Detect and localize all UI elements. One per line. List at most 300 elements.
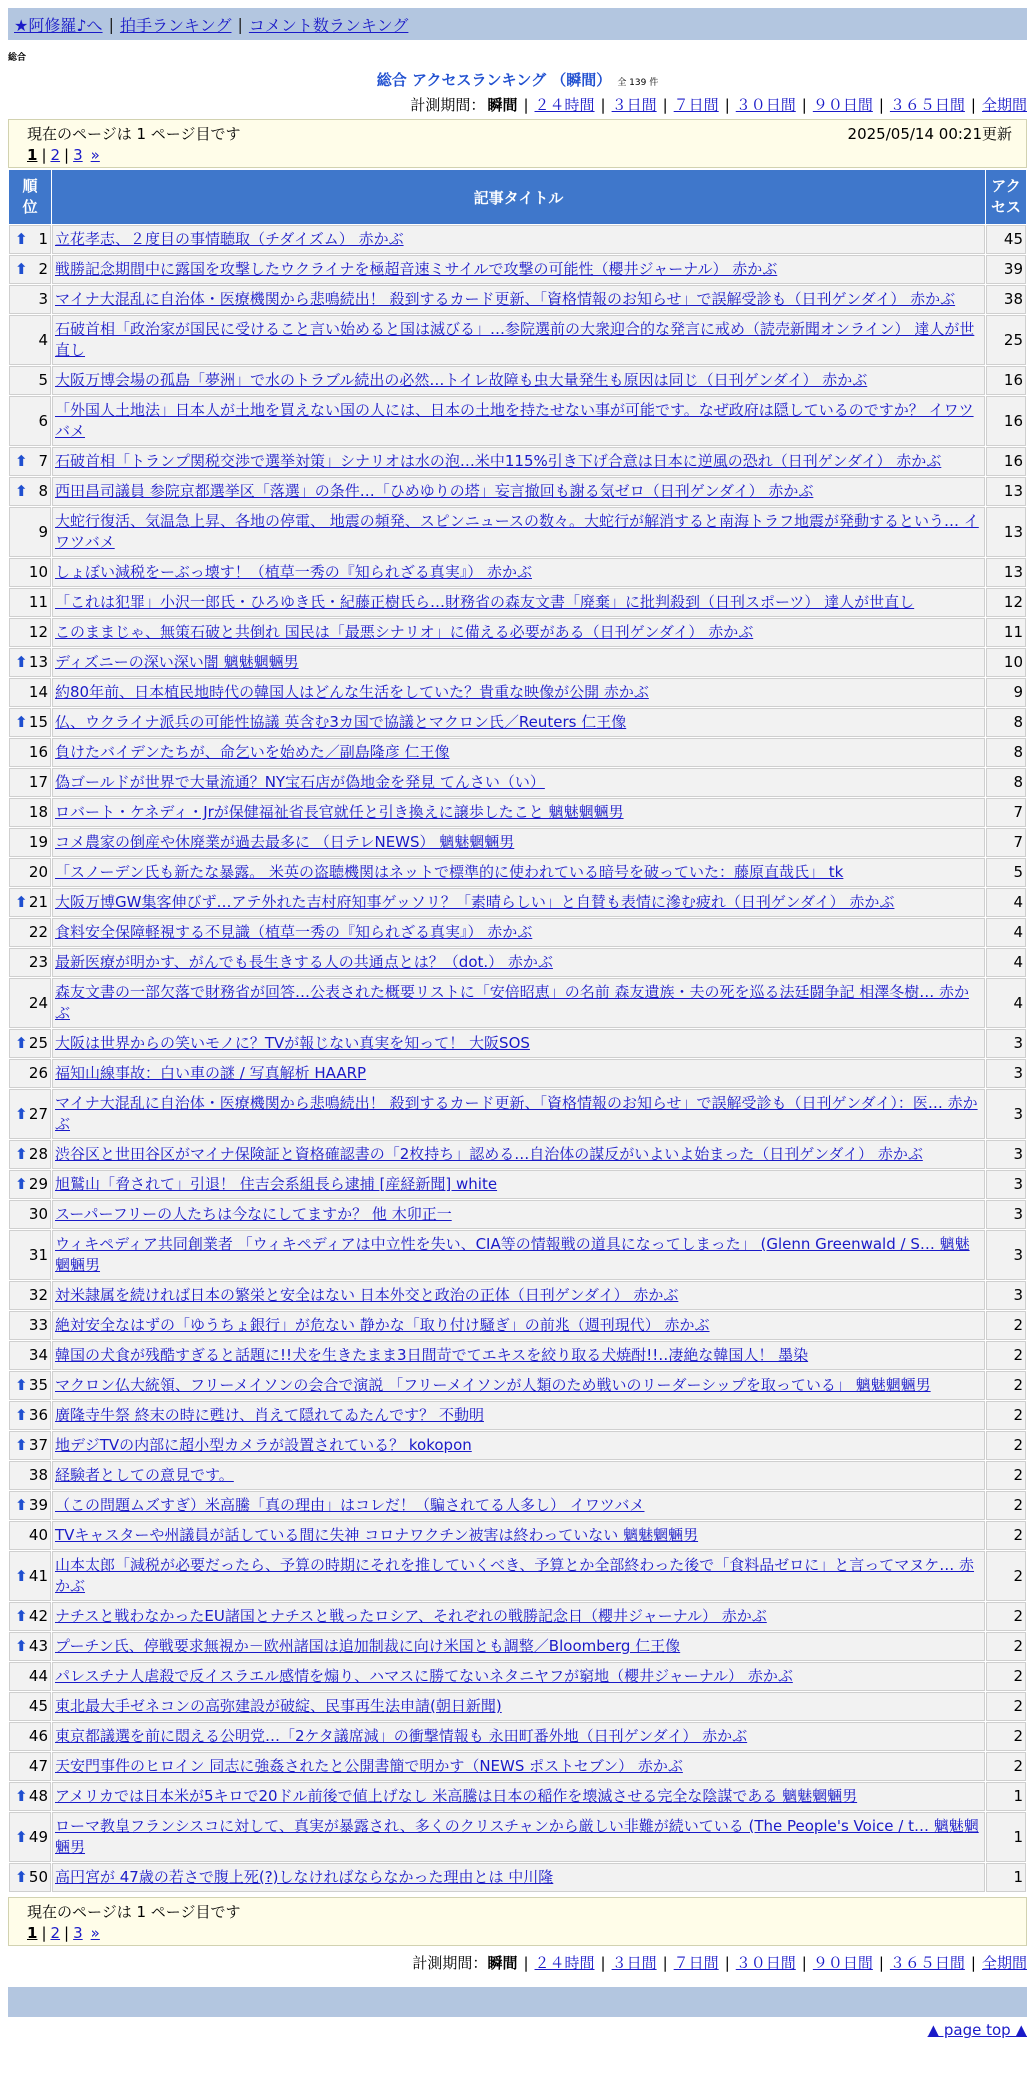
table-row bbox=[9, 1782, 1026, 1811]
article-title-link[interactable]: ロバート・ケネディ・Jrが保健福祉省長官就任と引き換えに譲歩したこと 魑魅魍魎男 bbox=[55, 803, 624, 821]
table-row bbox=[9, 1371, 1026, 1400]
period-option-link[interactable]: ３日間 bbox=[611, 96, 657, 114]
rank-number: 17 bbox=[28, 773, 48, 791]
table-row bbox=[9, 1059, 1026, 1088]
rank-cell bbox=[9, 1722, 51, 1751]
title-cell bbox=[52, 507, 985, 557]
col-title-header: 記事タイトル bbox=[52, 170, 985, 224]
period-separator: | bbox=[878, 1954, 884, 1972]
table-row bbox=[9, 477, 1026, 506]
rank-up-arrow-icon: ⬆ bbox=[15, 452, 28, 470]
period-option-link[interactable]: 全期間 bbox=[981, 96, 1027, 114]
table-row bbox=[9, 1752, 1026, 1781]
table-row bbox=[9, 978, 1026, 1028]
page-links bbox=[27, 146, 1012, 164]
table-row bbox=[9, 798, 1026, 827]
rank-cell bbox=[9, 768, 51, 797]
period-option-link[interactable]: ３６５日間 bbox=[889, 1954, 965, 1972]
article-title-link[interactable]: コメ農家の倒産や休廃業が過去最多に （日テレNEWS） 魑魅魍魎男 bbox=[55, 833, 515, 851]
rank-number: 40 bbox=[28, 1526, 48, 1544]
rank-up-arrow-icon: ⬆ bbox=[15, 1145, 28, 1163]
rank-cell bbox=[9, 447, 51, 476]
title-cell bbox=[52, 225, 985, 254]
title-cell bbox=[52, 1311, 985, 1340]
access-count: 45 bbox=[986, 225, 1026, 254]
article-title-link[interactable]: スーパーフリーの人たちは今なにしてますか？ 他 木卯正一 bbox=[55, 1205, 452, 1223]
article-title-link[interactable]: 偽ゴールドが世界で大量流通？NY宝石店が偽地金を発見 てんさい（い） bbox=[55, 773, 545, 791]
rank-cell bbox=[9, 1089, 51, 1139]
period-option-link[interactable]: ３６５日間 bbox=[889, 96, 965, 114]
article-title-link[interactable]: 天安門事件のヒロイン 同志に強姦されたと公開書簡で明かす（NEWS ポストセブン） 赤かぶ bbox=[55, 1757, 683, 1775]
access-count: 2 bbox=[986, 1491, 1026, 1520]
access-count: 2 bbox=[986, 1371, 1026, 1400]
rank-number: 13 bbox=[28, 653, 48, 671]
rank-up-arrow-icon: ⬆ bbox=[15, 1496, 28, 1514]
access-count: 2 bbox=[986, 1311, 1026, 1340]
title-cell bbox=[52, 798, 985, 827]
rank-cell bbox=[9, 1521, 51, 1550]
access-count: 3 bbox=[986, 1281, 1026, 1310]
comment-ranking-link[interactable]: コメント数ランキング bbox=[248, 15, 409, 35]
col-access-header bbox=[986, 170, 1026, 224]
period-separator: | bbox=[600, 1954, 606, 1972]
next-page-link[interactable]: » bbox=[90, 146, 100, 164]
title-cell bbox=[52, 1200, 985, 1229]
rank-cell bbox=[9, 708, 51, 737]
article-title-link[interactable]: 「これは犯罪」小沢一郎氏・ひろゆき氏・紀藤正樹氏ら…財務省の森友文書「廃棄」に批判殺到（日刊スポーツ） 達人が世直し bbox=[55, 593, 915, 611]
rank-cell bbox=[9, 1662, 51, 1691]
rank-up-arrow-icon: ⬆ bbox=[15, 1034, 28, 1052]
period-option-link[interactable]: ３日間 bbox=[611, 1954, 657, 1972]
rank-up-arrow-icon: ⬆ bbox=[15, 713, 28, 731]
rank-number: 10 bbox=[28, 563, 48, 581]
period-separator: | bbox=[970, 1954, 976, 1972]
article-title-link[interactable]: 戦勝記念期間中に露国を攻撃したウクライナを極超音速ミサイルで攻撃の可能性（櫻井ジャーナル） 赤かぶ bbox=[55, 260, 778, 278]
access-count: 13 bbox=[986, 477, 1026, 506]
rank-cell bbox=[9, 1812, 51, 1862]
rank-number: 18 bbox=[28, 803, 48, 821]
table-row bbox=[9, 1491, 1026, 1520]
access-count: 16 bbox=[986, 447, 1026, 476]
title-cell bbox=[52, 948, 985, 977]
article-title-link[interactable]: 東京都議選を前に悶える公明党…「2ケタ議席減」の衝撃情報も 永田町番外地（日刊ゲンダイ） 赤かぶ bbox=[55, 1727, 748, 1745]
title-cell bbox=[52, 1230, 985, 1280]
title-cell bbox=[52, 1722, 985, 1751]
period-separator: | bbox=[523, 96, 529, 114]
title-cell bbox=[52, 708, 985, 737]
article-title-link[interactable]: 地デジTVの内部に超小型カメラが設置されている？ kokopon bbox=[55, 1436, 472, 1454]
title-cell bbox=[52, 1140, 985, 1169]
rank-number: 34 bbox=[28, 1346, 48, 1364]
title-cell bbox=[52, 1551, 985, 1601]
rank-number: 7 bbox=[38, 452, 48, 470]
rank-number: 37 bbox=[28, 1436, 48, 1454]
rank-cell bbox=[9, 1140, 51, 1169]
nav-separator: | bbox=[237, 14, 243, 34]
article-title-link[interactable]: ウィキペディア共同創業者 「ウィキペディアは中立性を失い、CIA等の情報戦の道具になってしまった」 (Glenn Greenwald / S… 魑魅魍魎男 bbox=[55, 1235, 970, 1274]
access-count: 3 bbox=[986, 1059, 1026, 1088]
access-count: 4 bbox=[986, 948, 1026, 977]
page-top-link[interactable]: ▲ page top ▲ bbox=[927, 2021, 1027, 2039]
title-cell bbox=[52, 1341, 985, 1370]
table-row bbox=[9, 1662, 1026, 1691]
article-title-link[interactable]: マイナ大混乱に自治体・医療機関から悲鳴続出！ 殺到するカード更新、「資格情報のお知らせ」で誤解受診も（日刊ゲンダイ）：医… 赤かぶ bbox=[55, 1094, 978, 1133]
article-title-link[interactable]: マイナ大混乱に自治体・医療機関から悲鳴続出！ 殺到するカード更新、「資格情報のお知らせ」で誤解受診も（日刊ゲンダイ） 赤かぶ bbox=[55, 290, 956, 308]
title-cell bbox=[52, 1281, 985, 1310]
rank-cell bbox=[9, 1029, 51, 1058]
rank-up-arrow-icon: ⬆ bbox=[15, 1406, 28, 1424]
access-count: 2 bbox=[986, 1662, 1026, 1691]
table-row bbox=[9, 708, 1026, 737]
article-title-link[interactable]: マクロン仏大統領、フリーメイソンの会合で演説 「フリーメイソンが人類のため戦いのリーダーシップを取っている」 魑魅魍魎男 bbox=[55, 1376, 931, 1394]
access-count: 1 bbox=[986, 1812, 1026, 1862]
rank-cell bbox=[9, 1632, 51, 1661]
rank-number: 8 bbox=[38, 482, 48, 500]
table-row bbox=[9, 1311, 1026, 1340]
title-cell bbox=[52, 477, 985, 506]
access-count: 2 bbox=[986, 1752, 1026, 1781]
rank-number: 44 bbox=[28, 1667, 48, 1685]
access-count: 9 bbox=[986, 678, 1026, 707]
rank-cell bbox=[9, 1431, 51, 1460]
title-cell bbox=[52, 678, 985, 707]
table-row bbox=[9, 255, 1026, 284]
table-row bbox=[9, 948, 1026, 977]
table-row bbox=[9, 678, 1026, 707]
period-separator: | bbox=[662, 1954, 668, 1972]
article-title-link[interactable]: 立花孝志、２度目の事情聴取（チダイズム） 赤かぶ bbox=[55, 230, 404, 248]
access-count: 2 bbox=[986, 1602, 1026, 1631]
access-count: 2 bbox=[986, 1692, 1026, 1721]
article-title-link[interactable]: 旭鷲山「脅されて」引退！ 住吉会系組長ら逮捕 [産経新聞] white bbox=[55, 1175, 498, 1193]
rank-cell bbox=[9, 828, 51, 857]
title-cell bbox=[52, 828, 985, 857]
access-count: 5 bbox=[986, 858, 1026, 887]
table-row bbox=[9, 768, 1026, 797]
rank-cell bbox=[9, 1341, 51, 1370]
table-row bbox=[9, 507, 1026, 557]
rank-cell bbox=[9, 858, 51, 887]
period-separator: | bbox=[970, 96, 976, 114]
rank-cell bbox=[9, 1491, 51, 1520]
access-count: 2 bbox=[986, 1722, 1026, 1751]
table-row bbox=[9, 1461, 1026, 1490]
rank-number: 16 bbox=[28, 743, 48, 761]
table-row bbox=[9, 738, 1026, 767]
rank-up-arrow-icon: ⬆ bbox=[15, 1175, 28, 1193]
article-title-link[interactable]: 石破首相「政治家が国民に受けること言い始めると国は滅びる」…参院選前の大衆迎合的な発言に戒め（読売新聞オンライン） 達人が世直し bbox=[55, 320, 975, 359]
period-option-link[interactable]: ９０日間 bbox=[812, 1954, 873, 1972]
title-cell bbox=[52, 1089, 985, 1139]
article-title-link[interactable]: 最新医療が明かす、がんでも長生きする人の共通点とは？（dot.） 赤かぶ bbox=[55, 953, 553, 971]
table-row bbox=[9, 918, 1026, 947]
article-title-link[interactable]: 絶対安全なはずの「ゆうちょ銀行」が危ない 静かな「取り付け騒ぎ」の前兆（週刊現代） 赤かぶ bbox=[55, 1316, 710, 1334]
title-cell bbox=[52, 1491, 985, 1520]
access-count: 4 bbox=[986, 918, 1026, 947]
page-link[interactable]: 2 bbox=[50, 1924, 61, 1942]
rank-number: 15 bbox=[28, 713, 48, 731]
table-row bbox=[9, 588, 1026, 617]
rank-number: 43 bbox=[28, 1637, 48, 1655]
rank-number: 24 bbox=[28, 993, 48, 1012]
table-row bbox=[9, 315, 1026, 365]
article-title-link[interactable]: 「外国人土地法」日本人が土地を買えない国の人には、日本の土地を持たせない事が可能です。なぜ政府は隠しているのですか？ イワツバメ bbox=[55, 401, 974, 440]
table-row bbox=[9, 1632, 1026, 1661]
article-title-link[interactable]: 廣隆寺牛祭 終末の時に甦け、肖えて隠れてゐたんです？ 不動明 bbox=[55, 1406, 484, 1424]
article-title-link[interactable]: 韓国の犬食が残酷すぎると話題に!!犬を生きたまま3日間苛でてエキスを絞り取る犬焼酎!!‥凄絶な韓国人！ 墨染 bbox=[55, 1346, 809, 1364]
period-option-link[interactable]: ３０日間 bbox=[735, 1954, 796, 1972]
updated-time: 2025/05/14 00:21更新 bbox=[847, 125, 1012, 143]
access-count: 2 bbox=[986, 1521, 1026, 1550]
table-row bbox=[9, 888, 1026, 917]
article-title-link[interactable]: 「スノーデン氏も新たな暴露。 米英の盗聴機関はネットで標準的に使われている暗号を破っていた：藤原直哉氏」 tk bbox=[55, 863, 844, 881]
article-title-link[interactable]: 食料安全保障軽視する不見識（植草一秀の『知られざる真実』） 赤かぶ bbox=[55, 923, 533, 941]
rank-up-arrow-icon: ⬆ bbox=[15, 1827, 28, 1846]
title-cell bbox=[52, 1602, 985, 1631]
rank-number: 46 bbox=[28, 1727, 48, 1745]
table-row bbox=[9, 858, 1026, 887]
article-title-link[interactable]: ディズニーの深い深い闇 魑魅魍魎男 bbox=[55, 653, 299, 671]
title-cell bbox=[52, 648, 985, 677]
access-count: 3 bbox=[986, 1230, 1026, 1280]
item-count: 全 139 件 bbox=[617, 78, 659, 88]
col-access-text: アクセス bbox=[990, 177, 1021, 216]
access-count: 2 bbox=[986, 1431, 1026, 1460]
rank-up-arrow-icon: ⬆ bbox=[15, 1376, 28, 1394]
rank-number: 32 bbox=[28, 1286, 48, 1304]
title-cell bbox=[52, 858, 985, 887]
article-title-link[interactable]: 大蛇行復活、気温急上昇、各地の停電、 地震の頻発、スピンニュースの数々。大蛇行が解消すると南海トラフ地震が発動するという… イワツバメ bbox=[55, 512, 979, 551]
article-title-link[interactable]: しょぼい減税をーぶっ壊す！（植草一秀の『知られざる真実』） 赤かぶ bbox=[55, 563, 532, 581]
access-count: 7 bbox=[986, 828, 1026, 857]
article-title-link[interactable]: 経験者としての意見です。 bbox=[55, 1466, 234, 1484]
table-row bbox=[9, 1812, 1026, 1862]
rank-cell bbox=[9, 588, 51, 617]
rank-number: 35 bbox=[28, 1376, 48, 1394]
period-option-link[interactable]: ９０日間 bbox=[812, 96, 873, 114]
table-row bbox=[9, 648, 1026, 677]
period-option-link[interactable]: ７日間 bbox=[673, 1954, 719, 1972]
article-title-link[interactable]: アメリカでは日本米が5キロで20ドル前後で値上げなし 米高騰は日本の稲作を壊滅させる完全な陰謀である 魑魅魍魎男 bbox=[55, 1787, 858, 1805]
article-title-link[interactable]: 森友文書の一部欠落で財務省が回答…公表された概要リストに「安倍昭恵」の名前 森友遺族・夫の死を巡る法廷闘争記 相澤冬樹… 赤かぶ bbox=[55, 983, 970, 1022]
access-count: 11 bbox=[986, 618, 1026, 647]
article-title-link[interactable]: 山本太郎「減税が必要だったら、予算の時期にそれを推していくべき、予算とか全部終わった後で「食料品ゼロに」と言ってマヌケ… 赤かぶ bbox=[55, 1556, 975, 1595]
title-cell bbox=[52, 1371, 985, 1400]
access-count: 16 bbox=[986, 396, 1026, 446]
rank-cell bbox=[9, 1863, 51, 1892]
page-separator: | bbox=[41, 146, 47, 164]
table-row bbox=[9, 1863, 1026, 1892]
title-cell bbox=[52, 1059, 985, 1088]
rank-cell bbox=[9, 798, 51, 827]
rank-number: 45 bbox=[28, 1697, 48, 1715]
rank-cell bbox=[9, 738, 51, 767]
top-nav-bar bbox=[8, 8, 1027, 40]
rank-number: 2 bbox=[38, 260, 48, 278]
rank-up-arrow-icon: ⬆ bbox=[15, 653, 28, 671]
home-link[interactable]: ★阿修羅♪へ bbox=[14, 15, 103, 35]
period-current: 瞬間 bbox=[487, 96, 518, 114]
rank-number: 50 bbox=[28, 1868, 48, 1886]
title-cell bbox=[52, 396, 985, 446]
period-separator: | bbox=[724, 1954, 730, 1972]
article-title-link[interactable]: 大阪万博GW集客伸びず…アテ外れた吉村府知事ゲッソリ？「素晴らしい」と自賛も表情に滲む疲れ（日刊ゲンダイ） 赤かぶ bbox=[55, 893, 895, 911]
article-title-link[interactable]: （この問題ムズすぎ）米高騰「真の理由」はコレだ！（騙されてる人多し） イワツバメ bbox=[55, 1496, 645, 1514]
page-separator: | bbox=[64, 1924, 70, 1942]
rank-cell bbox=[9, 1170, 51, 1199]
table-header-row bbox=[9, 170, 1026, 224]
table-row bbox=[9, 618, 1026, 647]
period-option-link[interactable]: ７日間 bbox=[673, 96, 719, 114]
page-link[interactable]: 3 bbox=[73, 1924, 83, 1942]
table-row bbox=[9, 1029, 1026, 1058]
rank-cell bbox=[9, 507, 51, 557]
period-label: 計測期間： bbox=[412, 1954, 488, 1972]
clap-ranking-link[interactable]: 拍手ランキング bbox=[119, 15, 232, 35]
pager-bottom bbox=[8, 1897, 1027, 1946]
access-count: 8 bbox=[986, 768, 1026, 797]
article-title-link[interactable]: TVキャスターや州議員が話している間に失神 コロナワクチン被害は終わっていない 魑魅魍魎男 bbox=[55, 1526, 699, 1544]
table-row bbox=[9, 558, 1026, 587]
rank-up-arrow-icon: ⬆ bbox=[15, 1607, 28, 1625]
article-title-link[interactable]: 約80年前、日本植民地時代の韓国人はどんな生活をしていた？貴重な映像が公開 赤かぶ bbox=[55, 683, 649, 701]
rank-up-arrow-icon: ⬆ bbox=[15, 260, 28, 278]
rank-number: 48 bbox=[28, 1787, 48, 1805]
rank-number: 30 bbox=[28, 1205, 48, 1223]
period-option-link[interactable]: 全期間 bbox=[981, 1954, 1027, 1972]
table-row bbox=[9, 828, 1026, 857]
access-count: 8 bbox=[986, 708, 1026, 737]
rank-cell bbox=[9, 1371, 51, 1400]
rank-number: 14 bbox=[28, 683, 48, 701]
access-count: 1 bbox=[986, 1863, 1026, 1892]
rank-number: 33 bbox=[28, 1316, 48, 1334]
rank-number: 31 bbox=[28, 1245, 48, 1264]
article-title-link[interactable]: このままじゃ、無策石破と共倒れ 国民は「最悪シナリオ」に備える必要がある（日刊ゲンダイ） 赤かぶ bbox=[55, 623, 754, 641]
article-title-link[interactable]: 負けたバイデンたちが、命乞いを始めた／副島隆彦 仁王像 bbox=[55, 743, 450, 761]
title-cell bbox=[52, 1812, 985, 1862]
rank-number: 6 bbox=[38, 411, 48, 430]
rank-cell bbox=[9, 678, 51, 707]
rank-number: 1 bbox=[38, 230, 48, 248]
rank-up-arrow-icon: ⬆ bbox=[15, 1787, 28, 1805]
rank-number: 4 bbox=[38, 330, 48, 349]
title-cell bbox=[52, 255, 985, 284]
rank-cell bbox=[9, 255, 51, 284]
table-row bbox=[9, 1551, 1026, 1601]
title-cell bbox=[52, 1782, 985, 1811]
next-page-link[interactable]: » bbox=[90, 1924, 100, 1942]
rank-cell bbox=[9, 477, 51, 506]
period-separator: | bbox=[801, 1954, 807, 1972]
table-row bbox=[9, 1431, 1026, 1460]
rank-up-arrow-icon: ⬆ bbox=[15, 1436, 28, 1454]
period-selector bbox=[8, 94, 1027, 115]
article-title-link[interactable]: 渋谷区と世田谷区がマイナ保険証と資格確認書の「2枚持ち」認める…自治体の謀反がいよいよ始まった（日刊ゲンダイ） 赤かぶ bbox=[55, 1145, 923, 1163]
title-cell bbox=[52, 1401, 985, 1430]
rank-number: 21 bbox=[28, 893, 48, 911]
table-row bbox=[9, 1521, 1026, 1550]
article-title-link[interactable]: 仏、ウクライナ派兵の可能性協議 英含む3カ国で協議とマクロン氏／Reuters 仁王像 bbox=[55, 713, 627, 731]
table-row bbox=[9, 1230, 1026, 1280]
rank-cell bbox=[9, 1281, 51, 1310]
title-cell bbox=[52, 888, 985, 917]
table-row bbox=[9, 1170, 1026, 1199]
rank-number: 19 bbox=[28, 833, 48, 851]
table-row bbox=[9, 1089, 1026, 1139]
article-title-link[interactable]: 福知山線事故：白い車の謎 / 写真解析 HAARP bbox=[55, 1064, 367, 1082]
category-label: 総合 bbox=[8, 53, 27, 63]
article-title-link[interactable]: 大阪万博会場の孤島「夢洲」で水のトラブル続出の必然…トイレ故障も虫大量発生も原因は同じ（日刊ゲンダイ） 赤かぶ bbox=[55, 371, 868, 389]
rank-number: 38 bbox=[28, 1466, 48, 1484]
table-row bbox=[9, 366, 1026, 395]
title-cell bbox=[52, 978, 985, 1028]
article-title-link[interactable]: 西田昌司議員 参院京都選挙区「落選」の条件…「ひめゆりの塔」妄言撤回も謝る気ゼロ（日刊ゲンダイ） 赤かぶ bbox=[55, 482, 814, 500]
rank-cell bbox=[9, 648, 51, 677]
page-links bbox=[27, 1924, 1012, 1942]
rank-cell bbox=[9, 1059, 51, 1088]
rank-cell bbox=[9, 366, 51, 395]
article-title-link[interactable]: ナチスと戦わなかったEU諸国とナチスと戦ったロシア、それぞれの戦勝記念日（櫻井ジャーナル） 赤かぶ bbox=[55, 1607, 767, 1625]
table-row bbox=[9, 1602, 1026, 1631]
table-row bbox=[9, 285, 1026, 314]
rank-cell bbox=[9, 1401, 51, 1430]
page-link[interactable]: 3 bbox=[73, 146, 83, 164]
rank-number: 9 bbox=[38, 522, 48, 541]
rank-number: 41 bbox=[28, 1566, 48, 1585]
access-count: 3 bbox=[986, 1140, 1026, 1169]
title-cell bbox=[52, 1521, 985, 1550]
rank-cell bbox=[9, 1311, 51, 1340]
article-title-link[interactable]: 対米隷属を続ければ日本の繁栄と安全はない 日本外交と政治の正体（日刊ゲンダイ） 赤かぶ bbox=[55, 1286, 679, 1304]
rank-number: 25 bbox=[28, 1034, 48, 1052]
rank-number: 39 bbox=[28, 1496, 48, 1514]
footer-bar bbox=[8, 1987, 1027, 2017]
title-cell bbox=[52, 315, 985, 365]
article-title-link[interactable]: 大阪は世界からの笑いモノに？TVが報じない真実を知って！ 大阪SOS bbox=[55, 1034, 530, 1052]
access-count: 3 bbox=[986, 1029, 1026, 1058]
title-cell bbox=[52, 918, 985, 947]
article-title-link[interactable]: 東北最大手ゼネコンの高弥建設が破綻、民事再生法申請(朝日新聞) bbox=[55, 1697, 502, 1715]
article-title-link[interactable]: 高円宮が 47歳の若さで腹上死(?)しなければならなかった理由とは 中川隆 bbox=[55, 1868, 554, 1886]
rank-number: 29 bbox=[28, 1175, 48, 1193]
rank-number: 3 bbox=[38, 290, 48, 308]
rank-number: 42 bbox=[28, 1607, 48, 1625]
access-count: 1 bbox=[986, 1782, 1026, 1811]
rank-cell bbox=[9, 1230, 51, 1280]
access-count: 2 bbox=[986, 1461, 1026, 1490]
period-option-link[interactable]: ２４時間 bbox=[534, 96, 595, 114]
pager-top bbox=[8, 119, 1027, 168]
rank-number: 20 bbox=[28, 863, 48, 881]
rank-number: 11 bbox=[28, 593, 48, 611]
article-title-link[interactable]: プーチン氏、停戦要求無視か－欧州諸国は追加制裁に向け米国とも調整／Bloomberg 仁王像 bbox=[55, 1637, 681, 1655]
page-link[interactable]: 2 bbox=[50, 146, 61, 164]
title-cell bbox=[52, 1752, 985, 1781]
access-count: 13 bbox=[986, 507, 1026, 557]
rank-cell bbox=[9, 1602, 51, 1631]
period-option-link[interactable]: ２４時間 bbox=[534, 1954, 595, 1972]
period-option-link[interactable]: ３０日間 bbox=[735, 96, 796, 114]
article-title-link[interactable]: ローマ教皇フランシスコに対して、真実が暴露され、多くのクリスチャンから厳しい非難が続いている (The People's Voice / t… 魑魅魍魎男 bbox=[55, 1817, 979, 1856]
rank-cell bbox=[9, 1692, 51, 1721]
title-cell bbox=[52, 1863, 985, 1892]
access-count: 3 bbox=[986, 1200, 1026, 1229]
rank-up-arrow-icon: ⬆ bbox=[15, 893, 28, 911]
article-title-link[interactable]: パレスチナ人虐殺で反イスラエル感情を煽り、ハマスに勝てないネタニヤフが窮地（櫻井ジャーナル） 赤かぶ bbox=[55, 1667, 793, 1685]
article-title-link[interactable]: 石破首相「トランプ関税交渉で選挙対策」シナリオは水の泡…米中115%引き下げ合意は日本に逆風の恐れ（日刊ゲンダイ） 赤かぶ bbox=[55, 452, 942, 470]
ranking-heading bbox=[8, 69, 1027, 90]
